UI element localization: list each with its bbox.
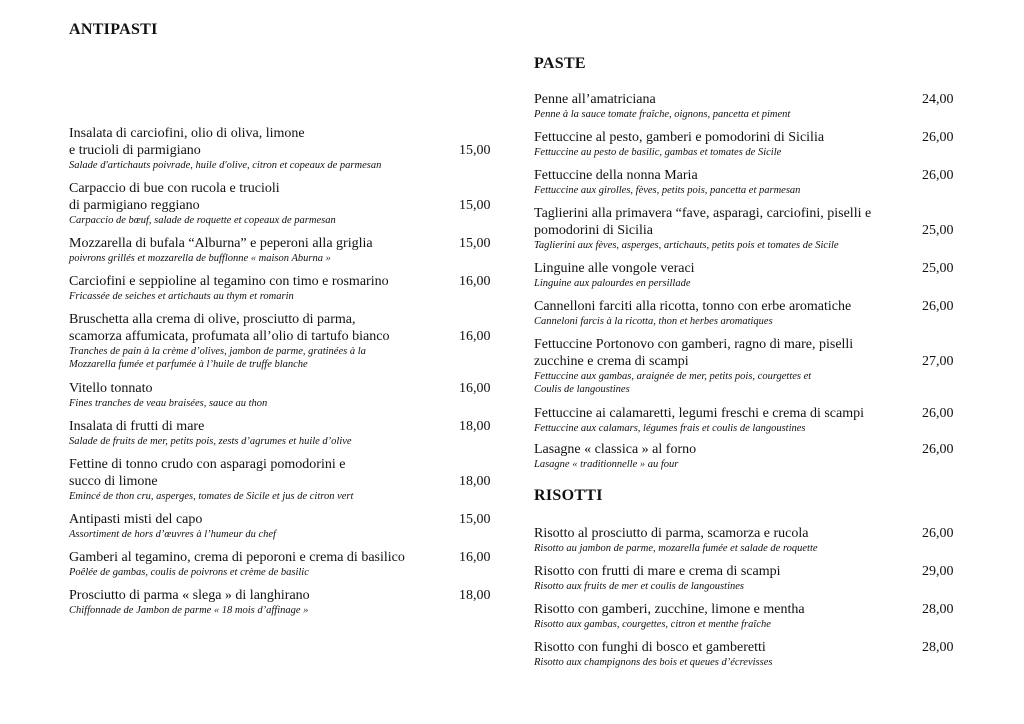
antipasti-item bbox=[69, 273, 389, 303]
dish-name: Penne all’amatriciana bbox=[534, 92, 656, 107]
dish-name: Prosciutto di parma « slega » di langhirano bbox=[69, 588, 310, 603]
dish-name: Fettine di tonno crudo con asparagi pomodorini e bbox=[69, 457, 346, 472]
dish-translation: Poêlée de gambas, coulis de poivrons et crème de basilic bbox=[69, 567, 309, 578]
dish-price: 26,00 bbox=[922, 526, 954, 541]
dish-price: 16,00 bbox=[459, 550, 491, 565]
antipasti-item bbox=[69, 511, 276, 541]
antipasti-item bbox=[69, 456, 353, 503]
dish-price: 15,00 bbox=[459, 143, 491, 158]
paste-item bbox=[534, 298, 851, 328]
dish-name: Insalata di frutti di mare bbox=[69, 419, 205, 434]
dish-translation: Fricassée de seiches et artichauts au thym et romarin bbox=[69, 291, 294, 302]
dish-price: 24,00 bbox=[922, 92, 954, 107]
dish-name: Lasagne « classica » al forno bbox=[534, 442, 697, 457]
dish-translation: Penne à la sauce tomate fraîche, oignons, pancetta et piment bbox=[534, 109, 791, 120]
dish-price: 26,00 bbox=[922, 299, 954, 314]
dish-name: Risotto con gamberi, zucchine, limone e mentha bbox=[534, 602, 805, 617]
dish-name: Insalata di carciofini, olio di oliva, limone bbox=[69, 126, 305, 141]
dish-translation: Carpaccio de bœuf, salade de roquette et copeaux de parmesan bbox=[69, 215, 336, 226]
dish-translation: Fettuccine aux girolles, fèves, petits pois, pancetta et parmesan bbox=[534, 185, 801, 196]
dish-name: Fettuccine della nonna Maria bbox=[534, 168, 698, 183]
risotti-heading: RISOTTI bbox=[534, 487, 603, 504]
dish-name: succo di limone bbox=[69, 474, 158, 489]
paste-item bbox=[534, 441, 696, 471]
dish-price: 18,00 bbox=[459, 419, 491, 434]
dish-name: Cannelloni farciti alla ricotta, tonno con erbe aromatiche bbox=[534, 299, 852, 314]
dish-translation: Chiffonnade de Jambon de parme « 18 mois d’affinage » bbox=[69, 605, 309, 616]
antipasti-item bbox=[69, 125, 381, 172]
antipasti-item bbox=[69, 587, 310, 617]
dish-translation: Lasagne « traditionnelle » au four bbox=[534, 459, 679, 470]
dish-price: 28,00 bbox=[922, 640, 954, 655]
dish-name: Mozzarella di bufala “Alburna” e peperoni alla griglia bbox=[69, 236, 373, 251]
dish-price: 29,00 bbox=[922, 564, 954, 579]
dish-price: 26,00 bbox=[922, 406, 954, 421]
dish-translation: Coulis de langoustines bbox=[534, 384, 630, 395]
dish-translation: Fettuccine aux calamars, légumes frais et coulis de langoustines bbox=[534, 423, 806, 434]
dish-price: 25,00 bbox=[922, 261, 954, 276]
dish-name: Risotto con funghi di bosco et gamberetti bbox=[534, 640, 766, 655]
dish-name: Taglierini alla primavera “fave, asparagi, carciofini, piselli e bbox=[534, 206, 872, 221]
dish-price: 26,00 bbox=[922, 442, 954, 457]
dish-name: Fettuccine Portonovo con gamberi, ragno di mare, piselli bbox=[534, 337, 854, 352]
antipasti-item bbox=[69, 311, 389, 371]
dish-name: Bruschetta alla crema di olive, prosciutto di parma, bbox=[69, 312, 356, 327]
dish-translation: Tranches de pain à la crème d’olives, jambon de parme, gratinées à la bbox=[69, 346, 366, 357]
dish-translation: Risotto aux fruits de mer et coulis de langoustines bbox=[534, 581, 744, 592]
dish-translation: Risotto aux champignons des bois et queues d’écrevisses bbox=[534, 657, 773, 668]
dish-price: 26,00 bbox=[922, 130, 954, 145]
dish-price: 28,00 bbox=[922, 602, 954, 617]
paste-item bbox=[534, 260, 695, 290]
dish-price: 16,00 bbox=[459, 274, 491, 289]
paste-item bbox=[534, 405, 864, 435]
dish-name: Fettuccine ai calamaretti, legumi freschi e crema di scampi bbox=[534, 406, 865, 421]
dish-price: 15,00 bbox=[459, 512, 491, 527]
dish-name: Vitello tonnato bbox=[69, 381, 153, 396]
paste-item bbox=[534, 205, 871, 252]
dish-translation: Fines tranches de veau braisées, sauce au thon bbox=[69, 398, 268, 409]
dish-name: scamorza affumicata, profumata all’olio di tartufo bianco bbox=[69, 329, 390, 344]
antipasti-item bbox=[69, 180, 336, 227]
antipasti-item bbox=[69, 380, 267, 410]
dish-price: 16,00 bbox=[459, 381, 491, 396]
paste-item bbox=[534, 91, 790, 121]
paste-item bbox=[534, 129, 824, 159]
dish-translation: Canneloni farcis à la ricotta, thon et herbes aromatiques bbox=[534, 316, 773, 327]
dish-name: zucchine e crema di scampi bbox=[534, 354, 689, 369]
paste-item bbox=[534, 167, 800, 197]
dish-price: 16,00 bbox=[459, 329, 491, 344]
dish-name: Fettuccine al pesto, gamberi e pomodorini di Sicilia bbox=[534, 130, 825, 145]
dish-name: Antipasti misti del capo bbox=[69, 512, 203, 527]
risotti-item bbox=[534, 525, 818, 555]
dish-name: e trucioli di parmigiano bbox=[69, 143, 201, 158]
dish-name: Gamberi al tegamino, crema di peporoni e crema di basilico bbox=[69, 550, 405, 565]
dish-translation: Salade de fruits de mer, petits pois, zests d’agrumes et huile d’olive bbox=[69, 436, 352, 447]
dish-price: 15,00 bbox=[459, 236, 491, 251]
paste-item bbox=[534, 336, 853, 396]
dish-translation: poivrons grillés et mozzarella de bufflonne « maison Aburna » bbox=[69, 253, 331, 264]
dish-price: 18,00 bbox=[459, 588, 491, 603]
dish-translation: Salade d'artichauts poivrade, huile d'olive, citron et copeaux de parmesan bbox=[69, 160, 382, 171]
dish-price: 25,00 bbox=[922, 223, 954, 238]
antipasti-item bbox=[69, 549, 405, 579]
dish-price: 26,00 bbox=[922, 168, 954, 183]
risotti-item bbox=[534, 639, 772, 669]
antipasti-item bbox=[69, 235, 373, 265]
dish-translation: Emincé de thon cru, asperges, tomates de Sicile et jus de citron vert bbox=[69, 491, 354, 502]
dish-translation: Fettuccine au pesto de basilic, gambas et tomates de Sicile bbox=[534, 147, 782, 158]
dish-translation: Linguine aux palourdes en persillade bbox=[534, 278, 691, 289]
dish-translation: Mozzarella fumée et parfumée à l’huile de truffe blanche bbox=[69, 359, 308, 370]
dish-name: Risotto al prosciutto di parma, scamorza e rucola bbox=[534, 526, 809, 541]
dish-name: Linguine alle vongole veraci bbox=[534, 261, 695, 276]
dish-name: Carciofini e seppioline al tegamino con timo e rosmarino bbox=[69, 274, 389, 289]
antipasti-item bbox=[69, 418, 352, 448]
antipasti-heading: ANTIPASTI bbox=[69, 21, 158, 38]
dish-price: 18,00 bbox=[459, 474, 491, 489]
paste-heading: PASTE bbox=[534, 55, 586, 72]
risotti-item bbox=[534, 601, 805, 631]
dish-name: Risotto con frutti di mare e crema di scampi bbox=[534, 564, 781, 579]
dish-translation: Assortiment de hors d’œuvres à l’humeur du chef bbox=[69, 529, 276, 540]
risotti-item bbox=[534, 563, 780, 593]
dish-translation: Risotto au jambon de parme, mozarella fumée et salade de roquette bbox=[534, 543, 818, 554]
dish-translation: Risotto aux gambas, courgettes, citron et menthe fraîche bbox=[534, 619, 771, 630]
dish-translation: Fettuccine aux gambas, araignée de mer, petits pois, courgettes et bbox=[534, 371, 812, 382]
dish-price: 15,00 bbox=[459, 198, 491, 213]
dish-price: 27,00 bbox=[922, 354, 954, 369]
dish-name: pomodorini di Sicilia bbox=[534, 223, 653, 238]
dish-translation: Taglierini aux fèves, asperges, artichauts, petits pois et tomates de Sicile bbox=[534, 240, 839, 251]
dish-name: di parmigiano reggiano bbox=[69, 198, 200, 213]
dish-name: Carpaccio di bue con rucola e trucioli bbox=[69, 181, 280, 196]
